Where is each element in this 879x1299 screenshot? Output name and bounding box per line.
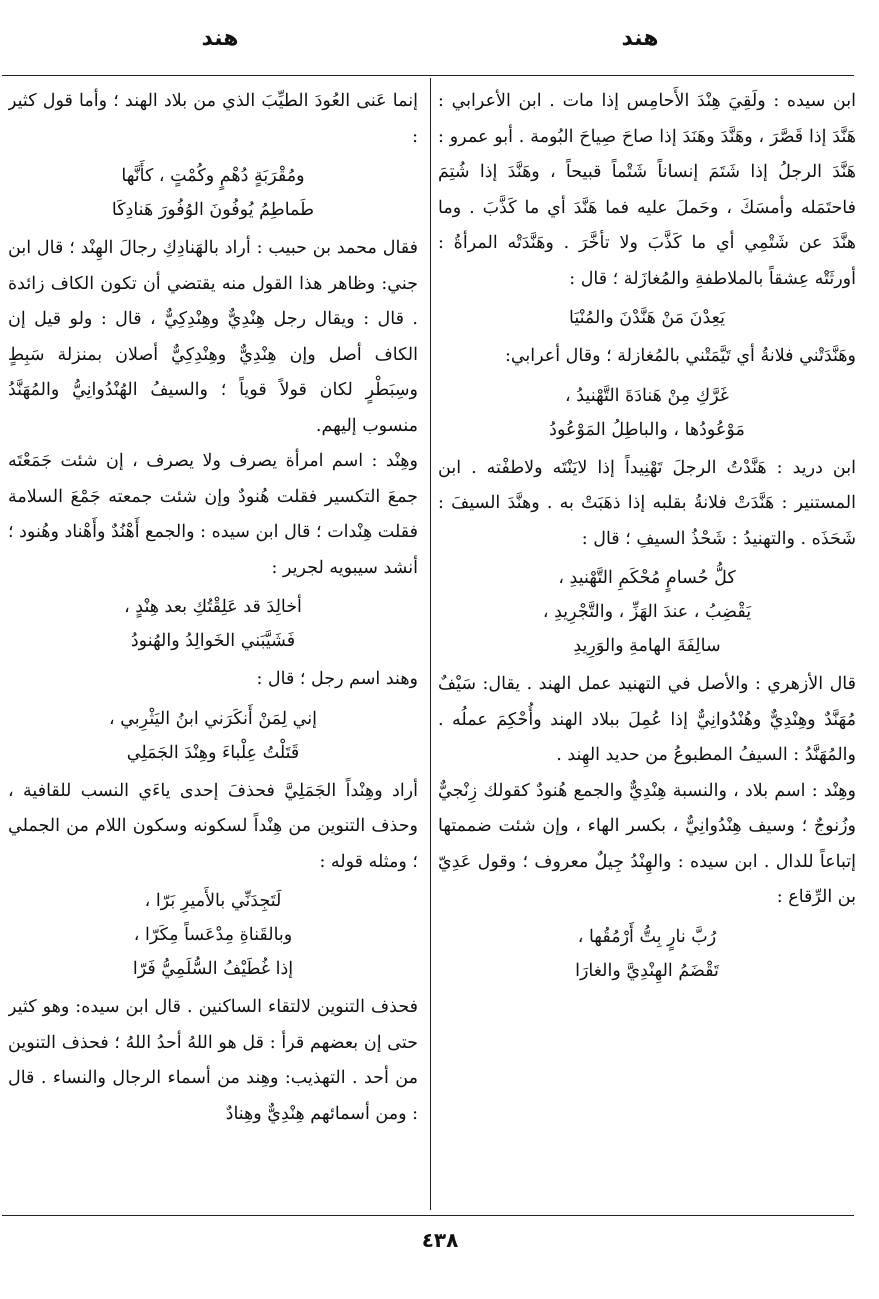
left-paragraph-2: فقال محمد بن حبيب : أراد بالهَنادِكِ رجالَ الهِنْد ؛ قال ابن جني: وظاهر هذا القول منه يقتضي أن تكون الكاف زائدة . قال : ويقال رجل هِنْدِيٌّ وهِنْدِكِيٌّ ، قال : ولو قيل إن الكاف أصل وإن هِنْدِيٌّ وهِنْدِكِيٌّ أصلان بمنزلة سَبِطٍ وسِبَطْرٍ لكان قولاً قوياً ؛ والسيفُ الهُنْدُوانِيُّ والمُهَنَّدُ منسوب إليهم. xyxy=(8,238,418,436)
top-rule xyxy=(2,75,854,76)
verse-line: غَرَّكِ مِنْ هَنادَةَ التَّهْنيدُ ، xyxy=(565,385,729,406)
running-head-right: هند xyxy=(621,26,659,51)
page-number: ٤٣٨ xyxy=(421,1228,459,1252)
right-column xyxy=(438,84,856,1210)
verse-line: كلُّ حُسامٍ مُحْكَمِ التَّهْنيدِ ، xyxy=(558,568,736,588)
verse-line: إذا غُطَيْفُ السُّلَمِيُّ فَرّا xyxy=(132,959,294,979)
right-verse-4 xyxy=(438,920,856,988)
right-paragraph-1: ابن سيده : ولَقِيَ هِنْدَ الأَحامِس إذا مات . ابن الأعرابي : هَنَّدَ إذا قَصَّرَ ، وهَنَّدَ وهَنَدَ إذا صاحَ صِياحَ البُومة . أبو عمرو : هَنَّدَ الرجلُ إذا شَتَمَ إنساناً شَتْماً قبيحاً ، وهَنَّدَ إذا شُتِمَ فاحتَمَله وأمسَكَ ، وحَملَ عليه فما هَنَّدَ أي ما كَذَّبَ . وما هنَّدَ عن شَتْمِي أي ما كَذَّبَ ولا تأخَّرَ . وهَنَّدَتْه المرأةُ : أورثَتْه عِشقاً بالملاطفةِ والمُغازَلة ؛ قال : xyxy=(438,91,856,289)
right-paragraph-3: ابن دريد : هَنَّدْتُ الرجلَ تَهْنِيداً إذا لايَنْتَه ولاطفْته . ابن المستنير : هَنَّدَتْ فلانةُ بقلبه إذا ذهَبَتْ به . وهنَّدَ السيفَ : شَحَذَه . والتهنيدُ : شَحْذُ السيفِ ؛ قال : xyxy=(438,457,856,549)
right-paragraph-4: قال الأزهري : والأصل في التهنيد عمل الهند . يقال: سَيْفٌ مُهَنَّدٌ وهِنْدِيٌّ وهُنْدُوانِيٌّ إذا عُمِلَ ببلاد الهند وأُحْكِمَ عملُه . والمُهَنَّدُ : السيفُ المطبوعُ من حديد الهِند . xyxy=(438,674,856,765)
column-divider xyxy=(430,78,431,1210)
verse-line: طَماطِمُ يُوفُونَ الوُفُورَ هَنادِكَا xyxy=(111,200,315,220)
left-paragraph-4: وهند اسم رجل ؛ قال : xyxy=(256,669,418,689)
bottom-rule xyxy=(2,1215,854,1216)
verse-line: قَتَلْتُ عِلْباءَ وهِنْدَ الجَمَلِي xyxy=(126,742,300,763)
left-column xyxy=(8,84,418,1210)
running-head-left: هند xyxy=(201,26,239,51)
verse-line: أخالِدَ قد عَلِقْتُكِ بعد هِنْدٍ ، xyxy=(124,597,302,617)
verse-line: يَعِدْنَ مَنْ هَنَّدْنَ والمُنْيَا xyxy=(569,308,725,328)
right-verse-2 xyxy=(438,379,856,447)
verse-line: إني لِمَنْ أَنكَرَني ابنُ اليَثْرِبي ، xyxy=(109,708,317,729)
left-paragraph-3: وهِنْد : اسم امرأة يصرف ولا يصرف ، إن شئت جَمَعْتَه جمعَ التكسير فقلت هُنودٌ وإن شئت جمعته جَمْعَ السلامة فقلت هِنْدات ؛ قال ابن سيده : والجمع أَهْنُدٌ وأَهْناد وهُنود ؛ أنشد سيبويه لجرير : xyxy=(8,451,418,578)
left-verse-1 xyxy=(8,159,418,227)
right-paragraph-5: وهِنْد : اسم بلاد ، والنسبة هِنْدِيٌّ والجمع هُنودٌ كقولك زِنْجيٌّ وزُنوجٌ ؛ وسيف هِنْدُوانِيٌّ ، بكسر الهاء ، وإن شئت ضممتها إتباعاً للدال . ابن سيده : والهِنْدُ جِيلٌ معروف ؛ وقول عَدِيّ بن الرِّقاع : xyxy=(438,780,856,907)
verse-line: سالِفَةَ الهامةِ والوَرِيدِ xyxy=(573,636,721,656)
left-verse-2 xyxy=(8,590,418,658)
verse-line: وبالقَناةِ مِدْعَساً مِكَرّا ، xyxy=(133,925,293,945)
verse-line: يَقْضِبُ ، عندَ الهَزِّ ، والتَّجْرِيدِ ، xyxy=(542,602,752,622)
verse-line: تَقْضَمُ الهِنْدِيَّ والغارَا xyxy=(575,960,719,981)
left-paragraph-1: إنما عَنى العُودَ الطيِّبَ الذي من بلاد الهند ؛ وأما قول كثير : xyxy=(8,91,418,147)
verse-line: فَشَيَّبَني الخَوالِدُ والهُنودُ xyxy=(130,631,296,651)
left-verse-4 xyxy=(8,884,418,986)
right-paragraph-2: وهَنَّدَتْني فلانةُ أي تَيَّمَتْني بالمُغازلة ؛ وقال أعرابي: xyxy=(504,346,856,366)
verse-line: مَوْعُودُها ، والباطِلُ المَوْعُودُ xyxy=(549,419,745,440)
verse-line: رُبَّ نارٍ بِتُّ أَرْمُقُها ، xyxy=(577,926,717,947)
right-verse-1 xyxy=(438,301,856,335)
left-paragraph-6: فحذف التنوين لالتقاء الساكنين . قال ابن سيده: وهو كثير حتى إن بعضهم قرأ : قل هو اللهُ أحدُ اللهُ ؛ فحذف التنوين من أحد . التهذيب: وهِند من أسماء الرجال والنساء . قال : ومن أسمائهم هِنْدِيٌّ وهِنادٌ xyxy=(8,997,418,1124)
verse-line: لَتَجِدَنِّي بالأَميرِ بَرّا ، xyxy=(144,891,282,911)
left-verse-3 xyxy=(8,702,418,770)
right-verse-3 xyxy=(438,561,856,663)
verse-line: ومُقْرَبَةٍ دُهْمٍ وكُمْتٍ ، كأَنَّها xyxy=(121,166,305,186)
left-paragraph-5: أراد وهِنْداً الجَمَلِيَّ فحذفَ إحدى ياءَي النسب للقافية ، وحذف التنوين من هِنْداً لسكونه وسكون اللام من الجملي ؛ ومثله قوله : xyxy=(8,780,418,872)
